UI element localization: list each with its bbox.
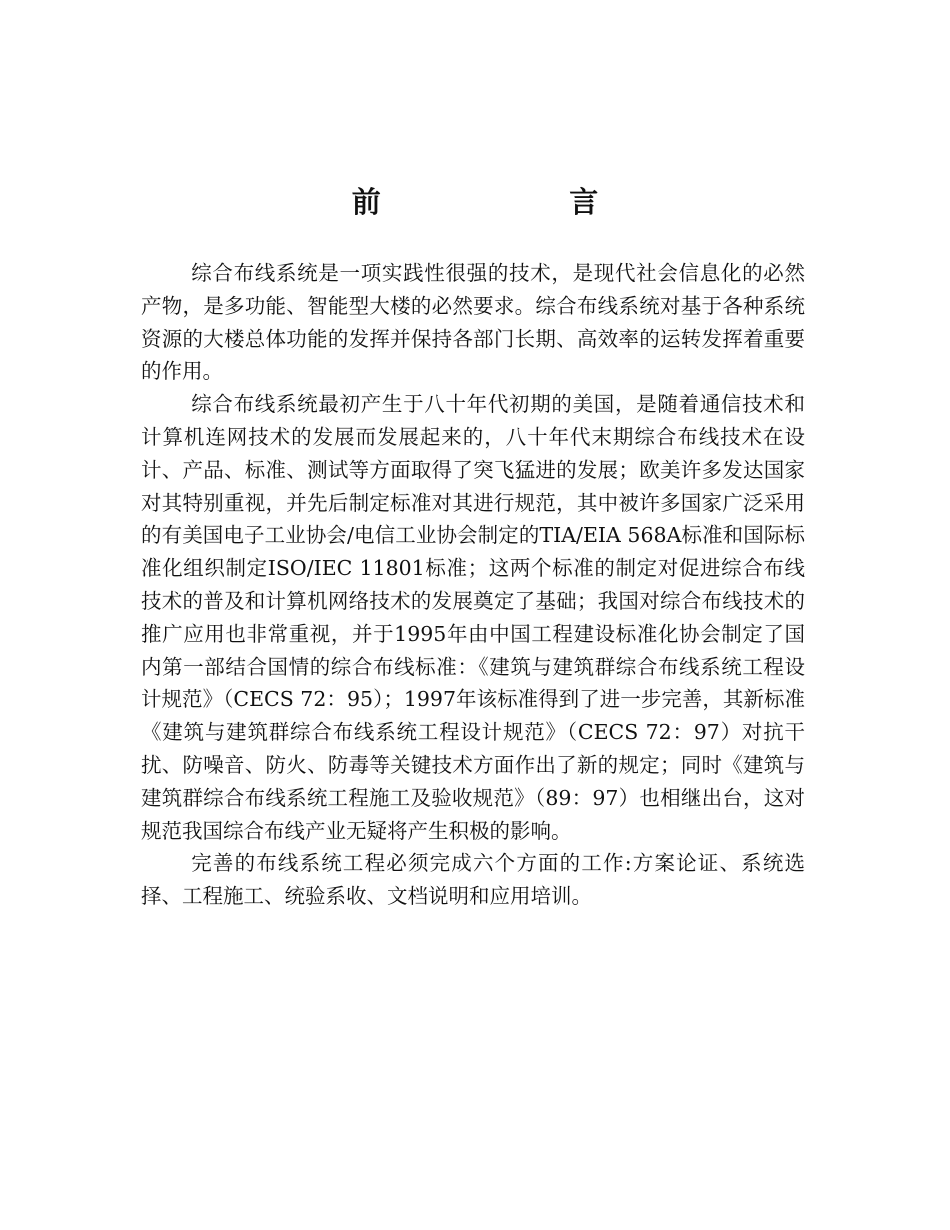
paragraph-work-items: 完善的布线系统工程必须完成六个方面的工作:方案论证、系统选择、工程施工、统验系收、文档说明和应用培训。 bbox=[141, 851, 805, 909]
page-title: 前 言 bbox=[351, 185, 642, 219]
paragraph-intro: 综合布线系统是一项实践性很强的技术，是现代社会信息化的必然产物，是多功能、智能型大楼的必然要求。综合布线系统对基于各种系统资源的大楼总体功能的发挥并保持各部门长期、高效率的运转发挥着重要的作用。 bbox=[141, 261, 805, 384]
document-body bbox=[141, 257, 805, 913]
paragraph-history: 综合布线系统最初产生于八十年代初期的美国，是随着通信技术和计算机连网技术的发展而发展起来的，八十年代末期综合布线技术在设计、产品、标准、测试等方面取得了突飞猛进的发展；欧美许多发达国家对其特别重视，并先后制定标准对其进行规范，其中被许多国家广泛采用的有美国电子工业协会/电信工业协会制定的TIA/EIA 568A标准和国际标准化组织制定ISO/IEC 11801标准；这两个标准的制定对促进综合布线技术的普及和计算机网络技术的发展奠定了基础；我国对综合布线技术的推广应用也非常重视，并于1995年由中国工程建设标准化协会制定了国内第一部结合国情的综合布线标准：《建筑与建筑群综合布线系统工程设计规范》（CECS 72：95）；1997年该标准得到了进一步完善，其新标准《建筑与建筑群综合布线系统工程设计规范》（CECS 72：97）对抗干扰、防噪音、防火、防毒等关键技术方面作出了新的规定；同时《建筑与建筑群综合布线系统工程施工及验收规范》（89：97）也相继出台，这对规范我国综合布线产业无疑将产生积极的影响。 bbox=[141, 392, 805, 843]
